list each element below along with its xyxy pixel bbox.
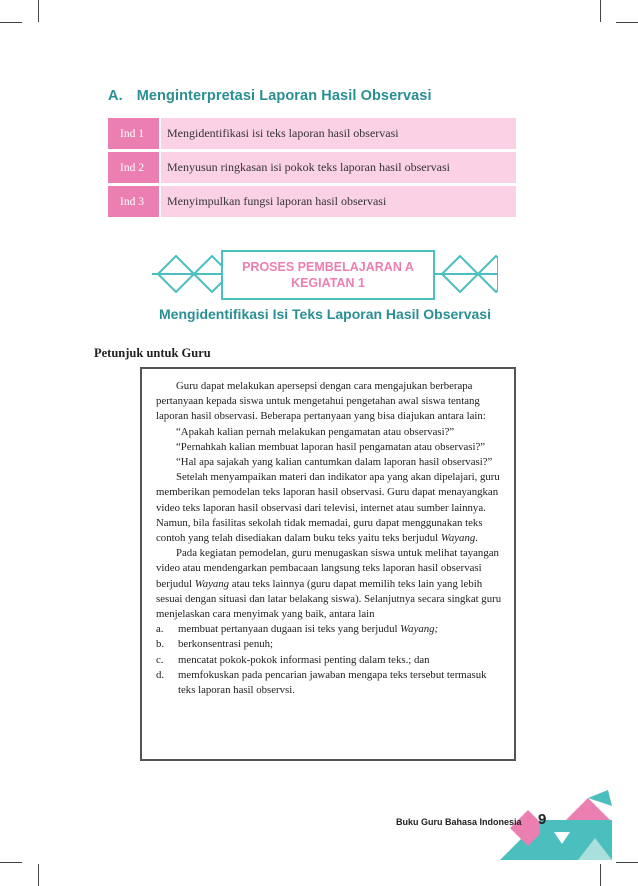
crop-mark: [616, 22, 638, 23]
guide-paragraph: Guru dapat melakukan apersepsi dengan cara mengajukan berberapa pertanyaan kepada siswa untuk mengetahui pengetahan awal siswa tentang laporan hasil observasi. Beberapa pertanyaan yang bisa diajukan antara lain:: [156, 380, 486, 423]
list-text: memfokuskan pada pencarian jawaban mengapa teks tersebut termasuk teks laporan hasil observsi.: [178, 668, 487, 697]
guide-text: .: [475, 532, 478, 545]
indicator-row: [108, 118, 516, 149]
list-marker: b.: [156, 638, 165, 651]
crop-mark: [616, 862, 638, 863]
guide-list-item: [156, 622, 506, 637]
list-marker: d.: [156, 668, 165, 681]
section-title: Menginterpretasi Laporan Hasil Observasi: [136, 88, 432, 104]
guide-text: Pada kegiatan pemodelan, guru menugaskan siswa untuk melihat tayangan video atau mendengarkan pembacaan langsung teks laporan hasil observasi berjudul: [156, 547, 499, 590]
crop-mark: [38, 0, 39, 22]
guide-paragraph: [156, 546, 506, 622]
crop-mark: [0, 22, 22, 23]
guide-question: “Pernahkah kalian membuat laporan hasil pengamatan atau observasi?”: [176, 440, 486, 453]
indicator-text: Menyimpulkan fungsi laporan hasil observasi: [161, 186, 516, 217]
list-text: mencatat pokok-pokok informasi penting dalam teks.; dan: [178, 653, 430, 666]
guide-paragraph: [156, 470, 506, 546]
activity-subtitle: Mengidentifikasi Isi Teks Laporan Hasil Observasi: [159, 306, 491, 322]
indicator-row: [108, 186, 516, 217]
crop-mark: [600, 0, 601, 22]
indicator-text: Mengidentifikasi isi teks laporan hasil observasi: [161, 118, 516, 149]
page-number: 9: [538, 811, 547, 828]
activity-banner: [221, 250, 435, 300]
list-marker: c.: [156, 653, 164, 666]
list-text: berkonsentrasi penuh;: [178, 638, 274, 651]
guide-list-item: [156, 653, 506, 668]
list-text: [178, 622, 438, 637]
indicator-label: Ind 3: [108, 186, 159, 217]
section-letter: A.: [108, 88, 123, 104]
banner-line-1: PROSES PEMBELAJARAN A: [242, 260, 414, 274]
guide-question: “Hal apa sajakah yang kalian cantumkan dalam laporan hasil observasi?”: [176, 456, 493, 469]
guide-text: atau teks lainnya (guru dapat memilih teks lain yang lebih sesuai dengan situasi dan latar belakang siswa). Selanjutnya secara singkat guru menjelaskan cara menyimak yang baik, antara lain: [156, 577, 502, 621]
indicator-text: Menyusun ringkasan isi pokok teks laporan hasil observasi: [161, 152, 516, 183]
footer-book-title: Buku Guru Bahasa Indonesia: [396, 817, 522, 827]
crop-mark: [600, 864, 601, 886]
list-text-italic: Wayang;: [400, 623, 439, 636]
section-heading: [108, 88, 432, 104]
indicator-label: Ind 2: [108, 152, 159, 183]
guide-italic-title: Wayang: [440, 532, 476, 545]
guide-list-item: [156, 637, 506, 652]
indicator-table: [108, 118, 516, 220]
guide-heading: Petunjuk untuk Guru: [94, 346, 211, 360]
teacher-guide-box: [140, 367, 516, 761]
crop-mark: [0, 862, 22, 863]
guide-text: Setelah menyampaikan materi dan indikator apa yang akan dipelajari, guru memberikan pemodelan teks laporan hasil observasi. Guru dapat menayangkan video teks laporan hasil observasi dari televisi, internet atau sumber lainnya. Namun, bila fasilitas sekolah tidak memadai, guru dapat menggunakan teks contoh yang telah disediakan dalam buku teks yaitu teks berjudul: [156, 471, 500, 545]
guide-list-item: [156, 668, 506, 698]
indicator-label: Ind 1: [108, 118, 159, 149]
guide-question: “Apakah kalian pernah melakukan pengamatan atau observasi?”: [176, 425, 455, 438]
list-marker: a.: [156, 623, 164, 636]
crop-mark: [38, 864, 39, 886]
banner-line-2: KEGIATAN 1: [291, 276, 365, 290]
list-text-main: membuat pertanyaan dugaan isi teks yang berjudul: [178, 623, 401, 636]
guide-italic-title: Wayang: [194, 577, 230, 590]
indicator-row: [108, 152, 516, 183]
